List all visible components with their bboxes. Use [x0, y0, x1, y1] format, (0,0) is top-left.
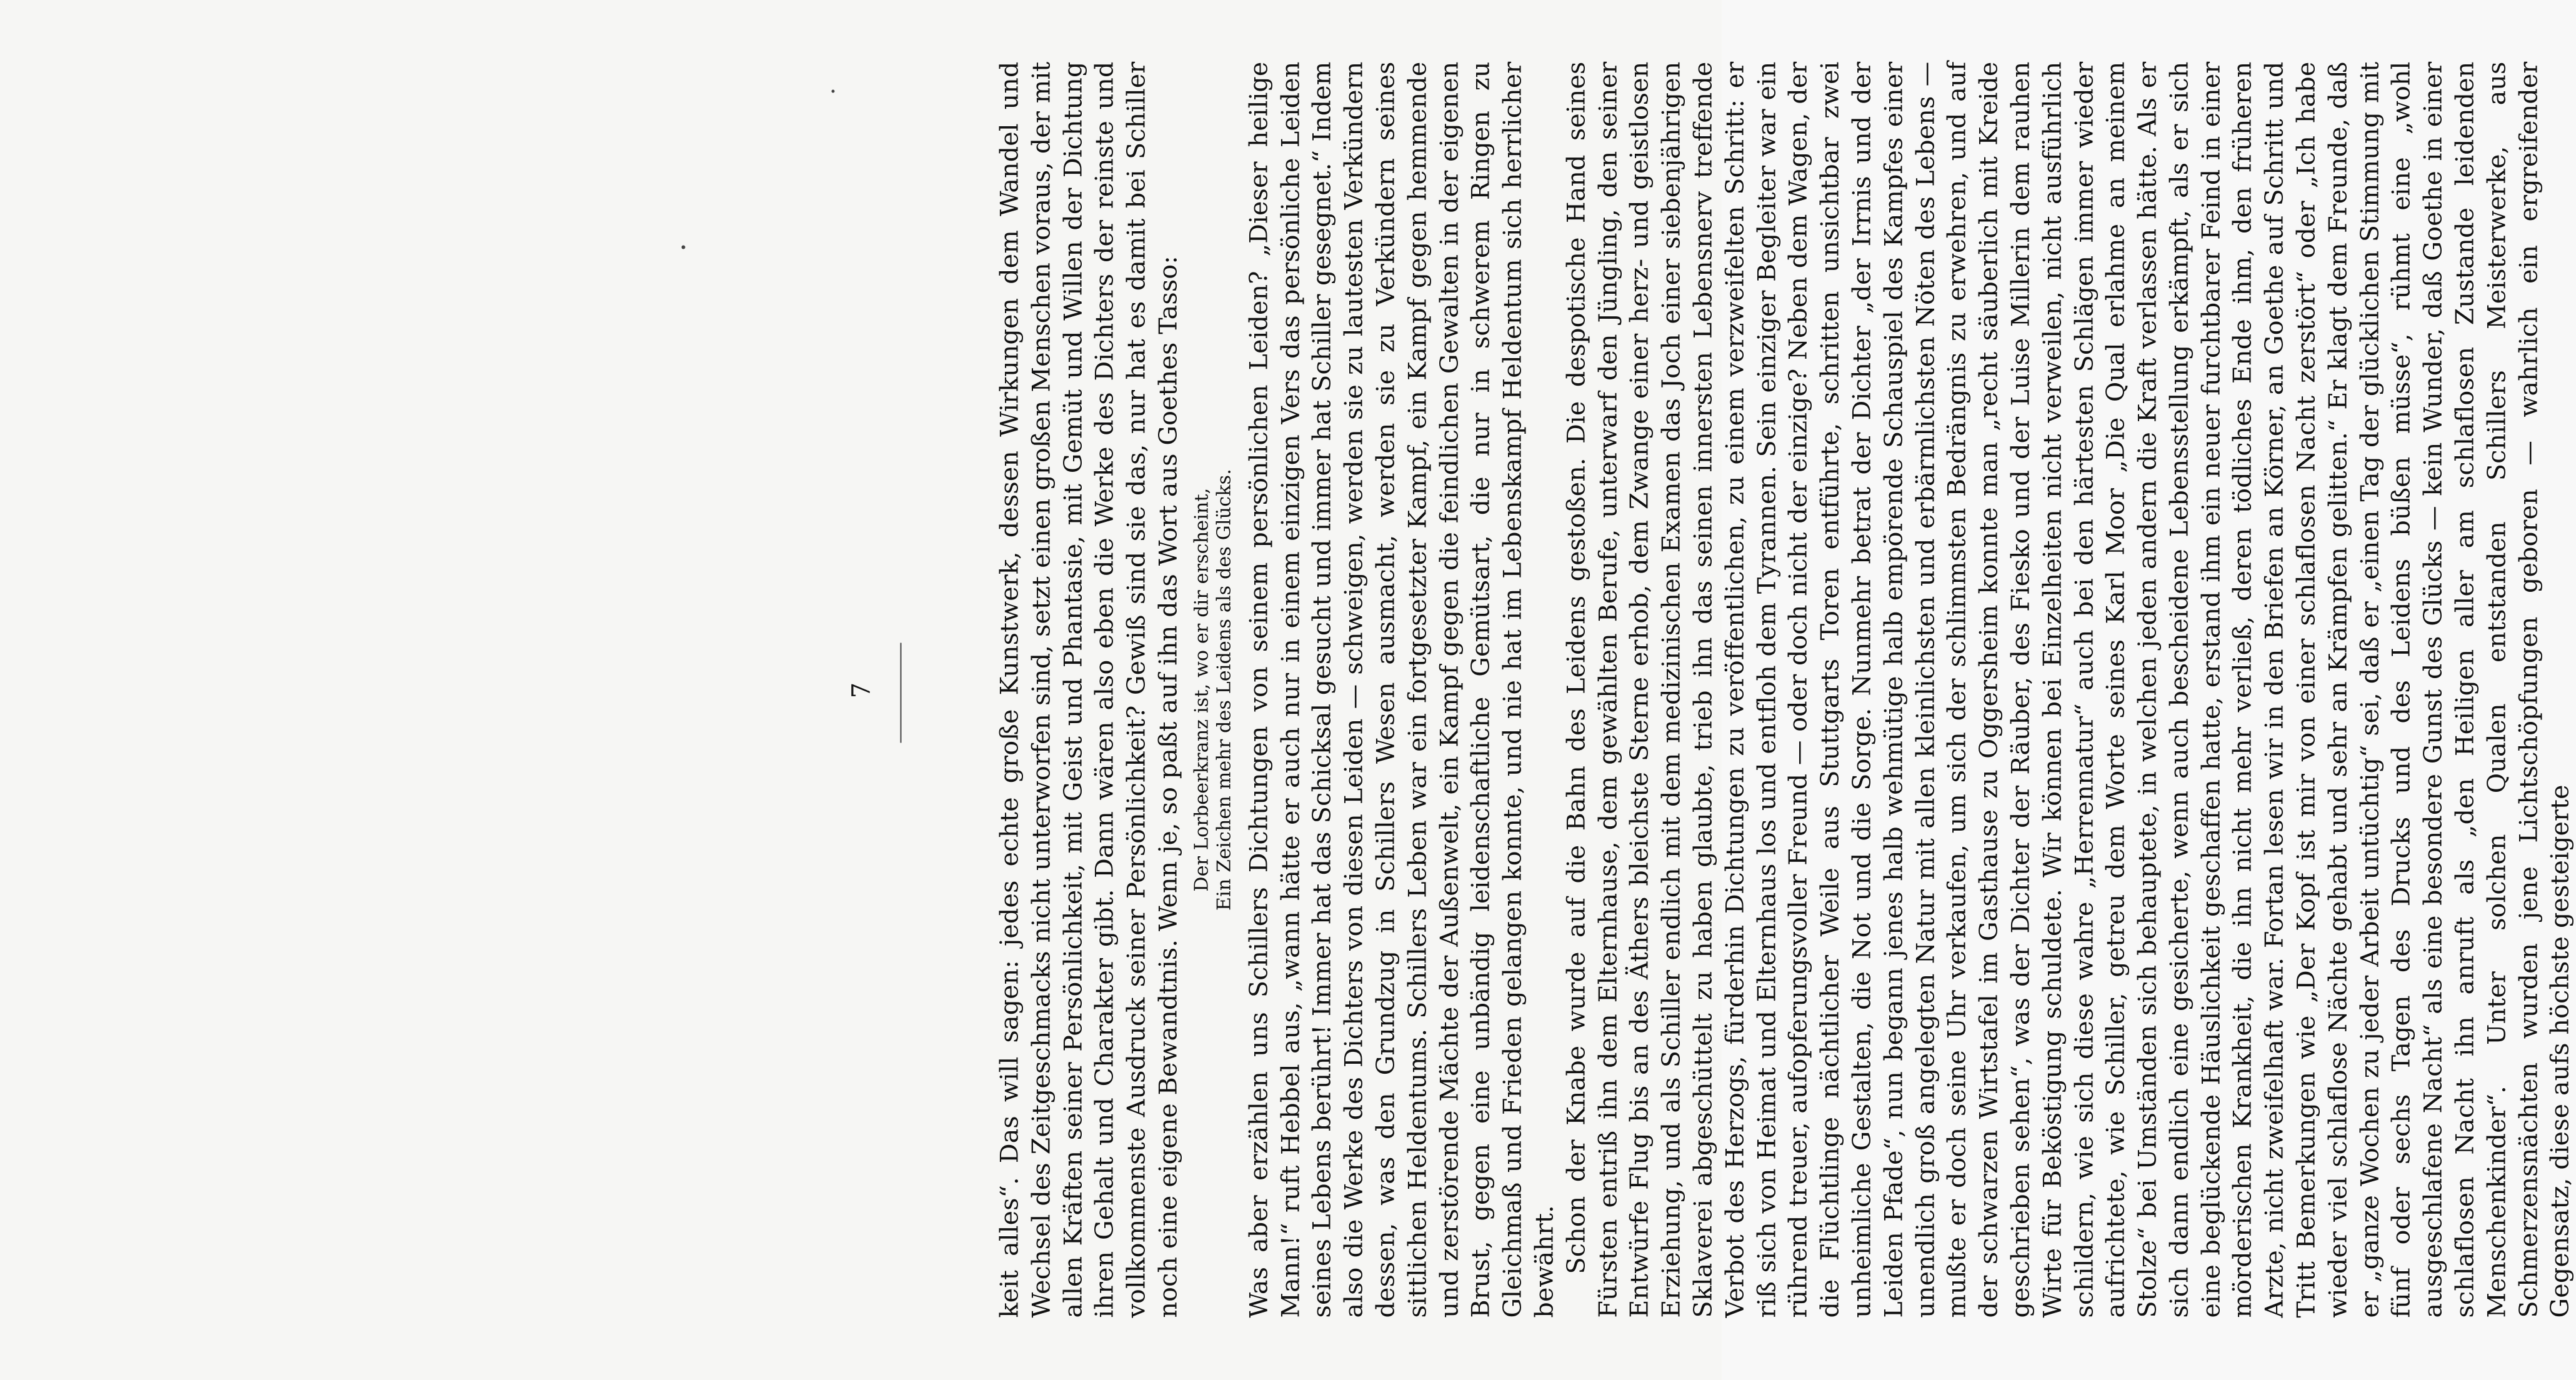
tasso-quote	[1191, 61, 1236, 1318]
paragraph-1: keit alles“. Das will sagen: jedes echte große Kunstwerk, dessen Wirkungen dem Wandel und Wechsel des Zeitgeschmacks nicht unterworfen sind, setzt einen großen Menschen voraus, der mit allen Kräften seiner Persönlichkeit, mit Geist und Phantasie, mit Gemüt und Willen der Dichtung ihren Gehalt und Charakter gibt. Dann wären also eben die Werke des Dichters der reinste und vollkommenste Ausdruck seiner Persönlichkeit? Gewiß sind sie das, nur hat es damit bei Schiller noch eine eigene Bewandtnis. Wenn je, so paßt auf ihn das Wort aus Goethes Tasso:	[995, 61, 1182, 1318]
print-speck	[831, 89, 834, 92]
quote-line-1: Der Lorbeerkranz ist, wo er dir erscheint,	[1190, 487, 1212, 892]
page-number: 7	[847, 682, 876, 698]
body-text	[994, 61, 2576, 1318]
quote-line-2: Ein Zeichen mehr des Leidens als des Glücks.	[1212, 468, 1235, 911]
paragraph-2: Was aber erzählen uns Schillers Dichtungen von seinem persönlichen Leiden? „Dieser heilige Mann!“ ruft Hebbel aus, „wann hätte er auch nur in einem einzigen Vers das persönliche Leiden seines Lebens berührt! Immer hat das Schicksal gesucht und immer hat Schiller gesegnet.“ Indem also die Werke des Dichters von diesen Leiden — schweigen, werden sie zu lautesten Verkündern dessen, was den Grundzug in Schillers Wesen ausmacht, werden sie zu Verkündern seines sittlichen Heldentums. Schillers Leben war ein fortgesetzter Kampf, ein Kampf gegen hemmende und zerstörende Mächte der Außenwelt, ein Kampf gegen die feindlichen Gewalten in der eigenen Brust, gegen eine unbändig leidenschaftliche Gemütsart, die nur in schwerem Ringen zu Gleichmaß und Frieden gelangen konnte, und nie hat im Lebenskampf Heldentum sich herrlicher bewährt.	[1244, 61, 1559, 1318]
print-speck	[681, 245, 685, 249]
paragraph-3: Schon der Knabe wurde auf die Bahn des Leidens gestoßen. Die despotische Hand seines Fürsten entriß ihn dem Elternhause, dem gewählten Berufe, unterwarf den Jüngling, den seiner Entwürfe Flug bis an des Äthers bleichste Sterne erhob, dem Zwange einer herz- und geistlosen Erziehung, und als Schiller endlich mit dem medizinischen Examen das Joch einer siebenjährigen Sklaverei abgeschüttelt zu haben glaubte, trieb ihn das seinen innersten Lebensnerv treffende Verbot des Herzogs, fürderhin Dichtungen zu veröffentlichen, zu einem verzweifelten Schritt: er riß sich von Heimat und Elternhaus los und entfloh dem Tyrannen. Sein einziger Begleiter war ein rührend treuer, aufopferungsvoller Freund — oder doch nicht der einzige? Neben dem Wagen, der die Flüchtlinge nächtlicher Weile aus Stuttgarts Toren entführte, schritten unsichtbar zwei unheimliche Gestalten, die Not und die Sorge. Nunmehr betrat der Dichter „der Irrnis und der Leiden Pfade“, nun begann jenes halb wehmütige halb empörende Schauspiel des Kampfes einer unendlich groß angelegten Natur mit allen kleinlichsten und erbärmlichsten Nöten des Lebens — mußte er doch seine Uhr verkaufen, um sich der schlimmsten Bedrängnis zu erwehren, und auf der schwarzen Wirtstafel im Gasthause zu Oggersheim konnte man „recht säuberlich mit Kreide geschrieben sehen“, was der Dichter der Räuber, des Fiesko und der Luise Millerin dem rauhen Wirte für Beköstigung schuldete. Wir können bei Einzelheiten nicht verweilen, nicht ausführlich schildern, wie sich diese wahre „Herrennatur“ auch bei den härtesten Schlägen immer wieder aufrichtete, wie Schiller, getreu dem Worte seines Karl Moor „Die Qual erlahme an meinem Stolze“ bei Umständen sich behauptete, in welchen jeden andern die Kraft verlassen hätte. Als er sich dann endlich eine gesicherte, wenn auch bescheidene Lebensstellung erkämpft, als er sich eine beglückende Häuslichkeit geschaffen hatte, erstand ihm ein neuer furchtbarer Feind in einer mörderischen Krankheit, die ihn nicht mehr verließ, deren tödliches Ende ihm, den früheren Arzte, nicht zweifelhaft war. Fortan lesen wir in den Briefen an Körner, an Goethe auf Schritt und Tritt Bemerkungen wie „Der Kopf ist mir von einer schlaflosen Nacht zerstört“ oder „Ich habe wieder viel schlaflose Nächte gehabt und sehr an Krämpfen gelitten.“ Er klagt dem Freunde, daß er „ganze Wochen zu jeder Arbeit untüchtig“ sei, daß er „einen Tag der glücklichen Stimmung mit fünf oder sechs Tagen des Drucks und des Leidens büßen müsse“, rühmt eine „wohl ausgeschlafene Nacht“ als eine besondere Gunst des Glücks — kein Wunder, daß Goethe in einer schlaflosen Nacht ihn anruft als „den Heiligen aller am schlaflosen Zustande leidenden Menschenkinder“. Unter solchen Qualen entstanden Schillers Meisterwerke, aus Schmerzensnächten wurden jene Lichtschöpfungen geboren — wahrlich ein ergreifender Gegensatz, diese aufs höchste gesteigerte	[1561, 61, 2575, 1318]
page-number-rule	[900, 642, 901, 742]
